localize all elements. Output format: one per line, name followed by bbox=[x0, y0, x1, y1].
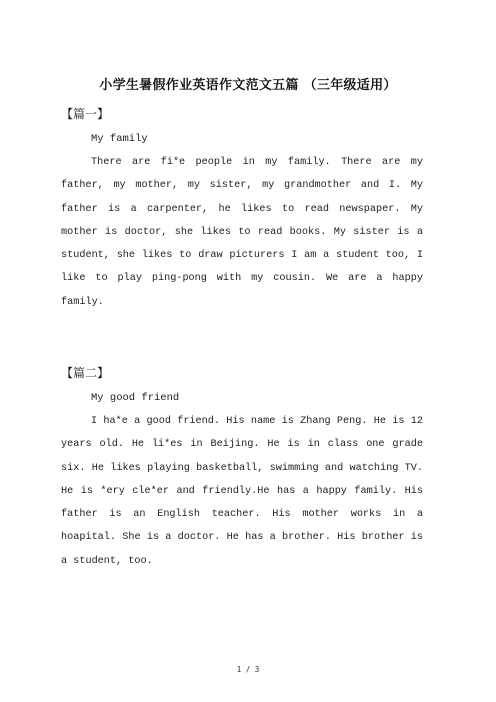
page-number: 1 / 3 bbox=[236, 665, 260, 674]
section-subtitle-1: My family bbox=[91, 133, 148, 145]
section-body-2: I ha*e a good friend. His name is Zhang Peng. He is 12 years old. He li*es in Beijing. He is in class one grade six. He likes playing basketball, swimming and watching TV. He is *ery cle*er and friendly.He has a happy family. His father is an English teacher. His mother works in a hoapital. She is a doctor. He has a brother. His brother is a student, too. bbox=[61, 416, 423, 567]
section-body-1: There are fi*e people in my family. There are my father, my mother, my sister, my grandmother and I. My father is a carpenter, he likes to read newspaper. My mother is doctor, she likes to read books. My sister is a student, she likes to draw picturers I am a student too, I like to play ping-pong with my cousin. We are a happy family. bbox=[61, 157, 423, 308]
section-subtitle-2: My good friend bbox=[91, 392, 180, 404]
document-title: 小学生暑假作业英语作文范文五篇 （三年级适用） bbox=[99, 78, 397, 93]
section-heading-1: 【篇一】 bbox=[61, 107, 110, 121]
section-heading-2: 【篇二】 bbox=[61, 366, 110, 380]
